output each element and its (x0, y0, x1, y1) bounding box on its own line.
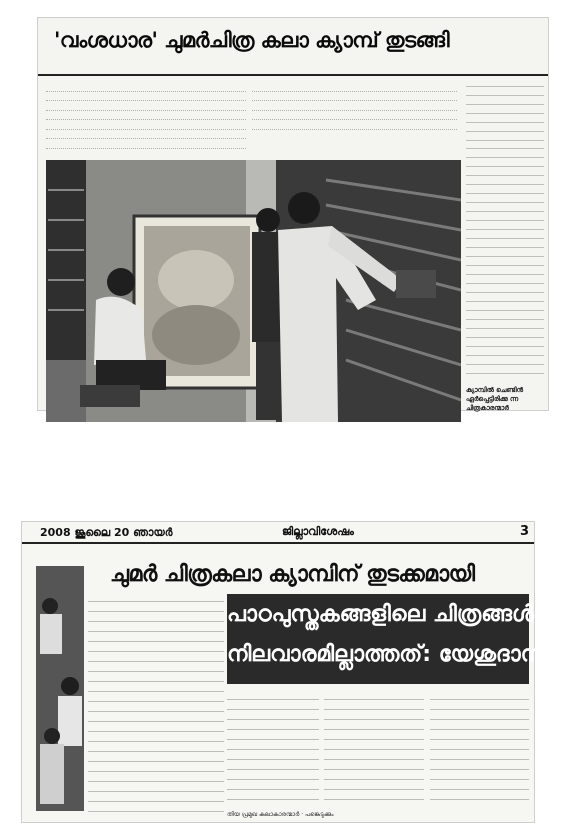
article-column-1 (46, 82, 246, 156)
clipping-1-header (38, 18, 548, 76)
newspaper-strip (22, 522, 534, 544)
footer-line: തിയ പ്രമുഖ കലാകാരന്മാർ · പങ്കെടുക്കും (227, 811, 334, 818)
page-number: 3 (520, 524, 530, 539)
banner-line-2: നിലവാരമില്ലാത്തത്: യേശുദാസൻ (227, 642, 571, 667)
crowd-photo (36, 566, 84, 811)
clipping-1 (38, 18, 548, 410)
story-column-2 (227, 690, 319, 805)
section-name: ജില്ലാവിശേഷം (282, 525, 354, 538)
clipping-2-headline: ചുമർ ചിത്രകലാ ക്യാമ്പിന് തുടക്കമായി (110, 562, 475, 587)
story-column-1 (88, 592, 224, 817)
story-column-4 (430, 690, 529, 805)
clipping-1-headline: 'വംശധാര' ചുമർചിത്ര കലാ ക്യാമ്പ് തുടങ്ങി (54, 28, 450, 52)
headline-banner (227, 594, 571, 684)
photo-caption: ക്യാമ്പിൽ ചെണ്ടിൻ ഏർപ്പെട്ടിരിക്കു ന്ന ചിത്രകാരന്മാർ (466, 386, 524, 412)
article-column-3 (466, 78, 544, 378)
issue-date: 2008 ജൂലൈ 20 ഞായർ (40, 526, 173, 539)
camp-photo (46, 160, 461, 422)
story-column-3 (324, 690, 424, 805)
article-column-2 (252, 82, 457, 156)
clipping-2 (22, 522, 571, 822)
banner-line-1: പാഠപുസ്തകങ്ങളിലെ ചിത്രങ്ങൾ (227, 602, 534, 627)
